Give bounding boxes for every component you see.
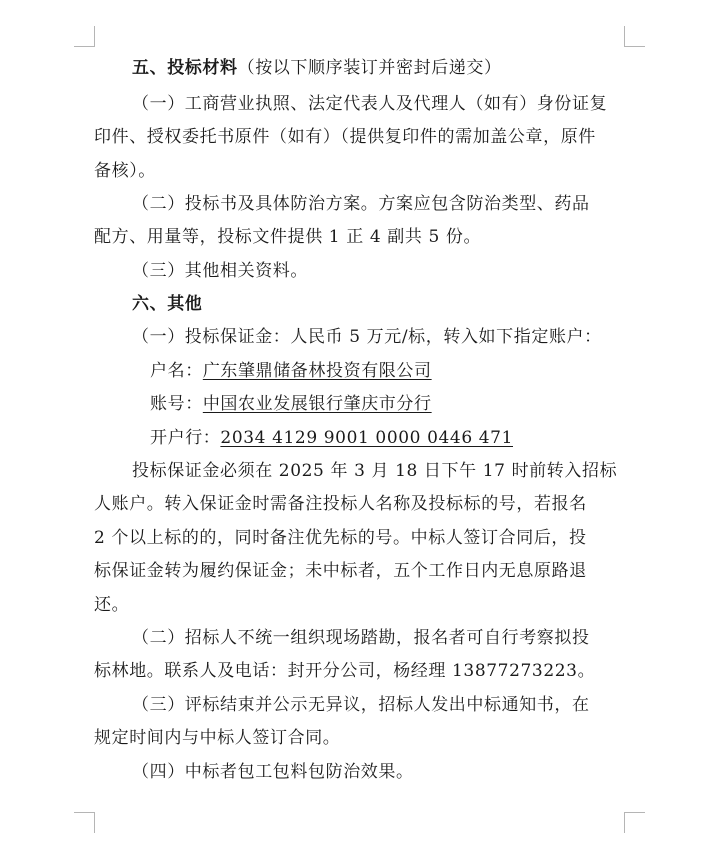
account-number-row [150, 394, 432, 414]
section5-item2-line1: （二）投标书及具体防治方案。方案应包含防治类型、药品 [132, 194, 590, 214]
section6-item1-intro: （一）投标保证金：人民币 5 万元/标，转入如下指定账户： [132, 327, 602, 347]
account-name-value: 广东肇鼎储备林投资有限公司 [202, 361, 432, 381]
section5-item3: （三）其他相关资料。 [132, 261, 308, 281]
deposit-line3: 2 个以上标的的，同时备注优先标的号。中标人签订合同后，投 [94, 528, 587, 548]
crop-mark-bottom-left [74, 812, 95, 833]
section5-heading [132, 58, 502, 78]
account-name-label: 户名： [150, 361, 203, 381]
account-bank-row [150, 428, 513, 448]
account-bank-value: 2034 4129 9001 0000 0446 471 [220, 428, 513, 448]
deposit-line2: 人账户。转入保证金时需备注投标人名称及投标标的号，若报名 [94, 494, 587, 514]
account-number-label: 账号： [150, 394, 203, 414]
section5-heading-bold: 五、投标材料 [132, 58, 238, 78]
section6-item2-line2: 标林地。联系人及电话：封开分公司，杨经理 13877273223。 [94, 661, 596, 681]
section6-item4: （四）中标者包工包料包防治效果。 [132, 762, 414, 782]
crop-mark-bottom-right [624, 812, 645, 833]
section5-item1-line2: 印件、授权委托书原件（如有）（提供复印件的需加盖公章，原件 [94, 127, 596, 147]
crop-mark-top-right [624, 26, 645, 47]
account-number-value: 中国农业发展银行肇庆市分行 [202, 394, 432, 414]
section6-item2-line1: （二）招标人不统一组织现场踏勘，报名者可自行考察拟投 [132, 628, 590, 648]
account-bank-label: 开户行： [150, 428, 221, 448]
account-name-row [150, 361, 432, 381]
deposit-line1: 投标保证金必须在 2025 年 3 月 18 日下午 17 时前转入招标 [132, 461, 618, 481]
section6-item3-line2: 规定时间内与中标人签订合同。 [94, 728, 341, 748]
crop-mark-top-left [74, 26, 95, 47]
section5-item1-line3: 备核）。 [94, 161, 156, 181]
section6-heading: 六、其他 [132, 294, 203, 314]
deposit-line4: 标保证金转为履约保证金；未中标者，五个工作日内无息原路退 [94, 561, 587, 581]
deposit-line5: 还。 [94, 595, 130, 615]
section6-item3-line1: （三）评标结束并公示无异议，招标人发出中标通知书，在 [132, 695, 590, 715]
section5-item2-line2: 配方、用量等，投标文件提供 1 正 4 副共 5 份。 [94, 227, 482, 247]
section5-heading-note: （按以下顺序装订并密封后递交） [237, 58, 502, 78]
section5-item1-line1: （一）工商营业执照、法定代表人及代理人（如有）身份证复 [132, 94, 608, 114]
